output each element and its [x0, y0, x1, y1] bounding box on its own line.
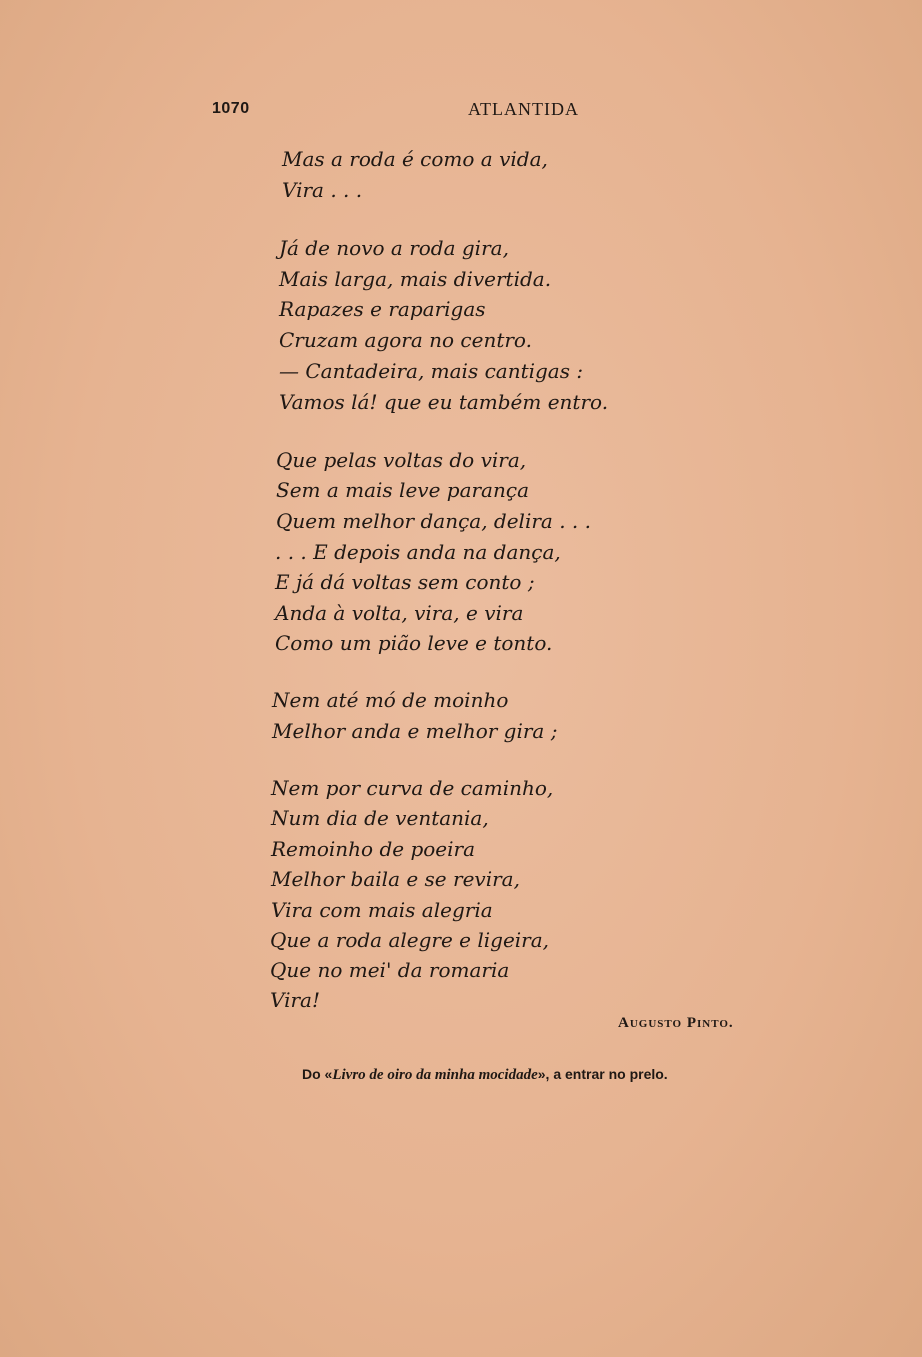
poem-line: Como um pião leve e tonto.	[275, 631, 553, 655]
source-note-prefix: Do «	[302, 1066, 333, 1082]
poem-line: Mais larga, mais divertida.	[279, 267, 552, 291]
poem-line: Já de novo a roda gira,	[279, 236, 509, 260]
poem-line: Vira . . .	[282, 178, 363, 202]
source-book-title: Livro de oiro da minha mocidade	[332, 1067, 538, 1083]
source-note	[302, 1066, 668, 1084]
poem-line: . . . E depois anda na dança,	[275, 540, 561, 564]
poem-line: E já dá voltas sem conto ;	[275, 570, 535, 594]
poem-line: Que no mei' da romaria	[270, 958, 510, 982]
author-signature: Augusto Pinto.	[618, 1015, 734, 1031]
poem-line: Melhor baila e se revira,	[271, 867, 520, 891]
poem-line: Quem melhor dança, delira . . .	[276, 509, 591, 533]
poem-line: Vamos lá! que eu também entro.	[279, 390, 609, 414]
poem-line: Anda à volta, vira, e vira	[275, 601, 524, 625]
poem-line: Nem até mó de moinho	[272, 688, 509, 712]
poem-line: Num dia de ventania,	[271, 806, 489, 830]
poem-line: Vira!	[270, 988, 321, 1012]
poem-line: Rapazes e raparigas	[279, 297, 486, 321]
poem-line: Vira com mais alegria	[271, 898, 493, 922]
poem-line: — Cantadeira, mais cantigas :	[279, 359, 584, 383]
source-note-suffix: », a entrar no prelo.	[537, 1066, 668, 1082]
poem-line: Cruzam agora no centro.	[279, 328, 532, 352]
poem-line: Que a roda alegre e ligeira,	[270, 928, 550, 952]
poem-line: Sem a mais leve parança	[276, 478, 529, 502]
poem-line: Que pelas voltas do vira,	[276, 448, 527, 472]
poem-line: Remoinho de poeira	[271, 837, 476, 861]
poem-line: Nem por curva de caminho,	[271, 776, 554, 800]
page-number: 1070	[212, 100, 250, 117]
poem-line: Mas a roda é como a vida,	[282, 147, 548, 171]
poem-line: Melhor anda e melhor gira ;	[272, 719, 558, 743]
running-title: ATLANTIDA	[468, 99, 579, 119]
